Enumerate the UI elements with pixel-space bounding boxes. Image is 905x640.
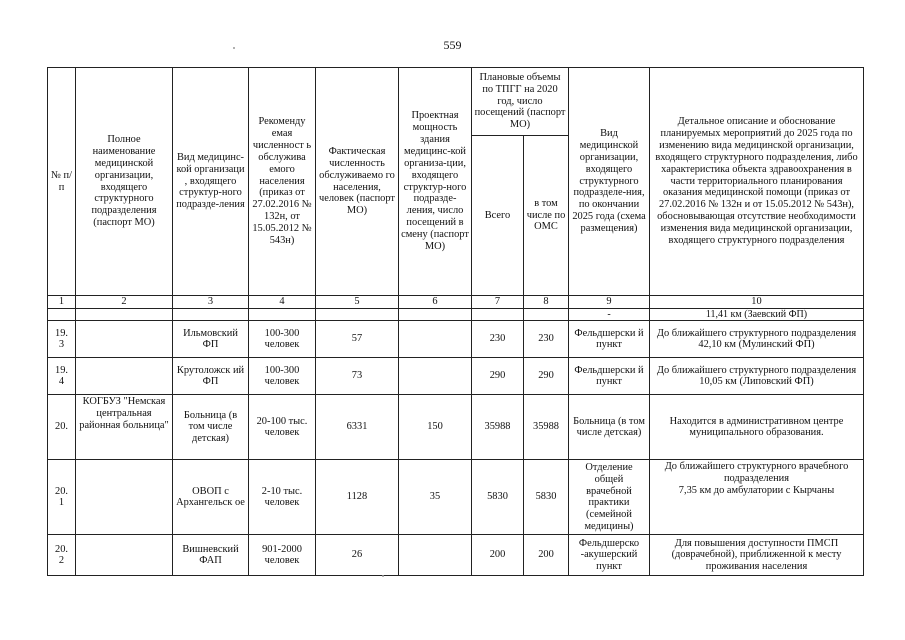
- row-capacity: [399, 535, 472, 576]
- column-number: 4: [249, 296, 316, 309]
- row-num: 20.: [48, 395, 76, 460]
- row-type-after: Фельдшерски й пункт: [569, 321, 650, 358]
- row-recommended: 20-100 тыс. человек: [249, 395, 316, 460]
- row-total: 35988: [472, 395, 524, 460]
- column-number: 1: [48, 296, 76, 309]
- row-oms: 5830: [524, 460, 569, 535]
- row-recommended: 100-300 человек: [249, 358, 316, 395]
- row-capacity: [399, 358, 472, 395]
- row-description: До ближайшего структурного подразделения 10,05 км (Липовский ФП): [650, 358, 864, 395]
- row-name: [76, 460, 173, 535]
- header-recommended: Рекоменду емая численност ь обслужива емого населения (приказ от 27.02.2016 № 132н, от 15.05.2012 № 543н): [249, 68, 316, 296]
- header-total: Всего: [472, 136, 524, 296]
- row-actual: 57: [316, 321, 399, 358]
- column-number: 5: [316, 296, 399, 309]
- page-number: 559: [443, 38, 462, 52]
- row-description: Для повышения доступности ПМСП (доврачебной), приближенной к месту проживания населения: [650, 535, 864, 576]
- continuation-row: [48, 308, 864, 321]
- row-total: 230: [472, 321, 524, 358]
- header-type: Вид медицинс-кой организаци , входящего структур-ного подразде-ления: [173, 68, 249, 296]
- row-type-after: Больница (в том числе детская): [569, 395, 650, 460]
- column-number: 10: [650, 296, 864, 309]
- row-total: 200: [472, 535, 524, 576]
- header-actual: Фактическая численность обслуживаемо го населения, человек (паспорт МО): [316, 68, 399, 296]
- row-name: КОГБУЗ "Немская центральная районная больница": [76, 395, 173, 460]
- row-capacity: 35: [399, 460, 472, 535]
- row-actual: 26: [316, 535, 399, 576]
- row-type-after: Отделение общей врачебной практики (семейной медицины): [569, 460, 650, 535]
- row-name: [76, 321, 173, 358]
- row-recommended: 100-300 человек: [249, 321, 316, 358]
- row-recommended: 2-10 тыс. человек: [249, 460, 316, 535]
- header-capacity: Проектная мощность здания медицинс-кой организа-ции, входящего структур-ного подразде-ления, число посещений в смену (паспорт МО): [399, 68, 472, 296]
- row-description: Находится в административном центре муниципального образования.: [650, 395, 864, 460]
- row-actual: 6331: [316, 395, 399, 460]
- row-name: [76, 535, 173, 576]
- row-description: До ближайшего структурного подразделения 42,10 км (Мулинский ФП): [650, 321, 864, 358]
- column-number: 8: [524, 296, 569, 309]
- row-total: 5830: [472, 460, 524, 535]
- row-type: Ильмовский ФП: [173, 321, 249, 358]
- row-type: Вишневский ФАП: [173, 535, 249, 576]
- row-oms: 290: [524, 358, 569, 395]
- row-capacity: 150: [399, 395, 472, 460]
- header-num: № п/п: [48, 68, 76, 296]
- table-row: [48, 535, 864, 576]
- row-description: До ближайшего структурного врачебного подразделения 7,35 км до амбулатории с Кырчаны: [650, 460, 864, 535]
- column-number: 2: [76, 296, 173, 309]
- row-actual: 73: [316, 358, 399, 395]
- header-description: Детальное описание и обоснование планируемых мероприятий до 2025 года по изменению вида медицинской организации, входящего структурного подразделения, либо характеристика объекта здравоохранения в части территориального планирования оказания медицинской помощи (приказ от 27.02.2016 № 132н и от 15.05.2012 № 543н), обосновывающая отсутствие необходимости изменения вида медицинской организации, входящего структурного подразделения: [650, 68, 864, 296]
- row-oms: 35988: [524, 395, 569, 460]
- row-oms: 230: [524, 321, 569, 358]
- row-type: Крутоложск ий ФП: [173, 358, 249, 395]
- continuation-type-after: -: [569, 308, 650, 321]
- row-capacity: [399, 321, 472, 358]
- row-type: Больница (в том числе детская): [173, 395, 249, 460]
- column-number: 7: [472, 296, 524, 309]
- continuation-description: 11,41 км (Заевский ФП): [650, 308, 864, 321]
- table-row: [48, 358, 864, 395]
- column-number: 9: [569, 296, 650, 309]
- column-numbers-row: [48, 296, 864, 309]
- medical-organizations-table: [47, 67, 864, 576]
- table-row: [48, 460, 864, 535]
- header-name: Полное наименование медицинской организации, входящего структурного подразделения (паспорт МО): [76, 68, 173, 296]
- row-type-after: Фельдшерско -акушерский пункт: [569, 535, 650, 576]
- scan-speck: [382, 575, 384, 577]
- column-number: 3: [173, 296, 249, 309]
- row-total: 290: [472, 358, 524, 395]
- row-actual: 1128: [316, 460, 399, 535]
- row-oms: 200: [524, 535, 569, 576]
- scan-speck: [233, 47, 235, 49]
- header-type-after: Вид медицинской организации, входящего структурного подразделе-ния, по окончании 2025 года (схема размещения): [569, 68, 650, 296]
- table-row: [48, 321, 864, 358]
- column-number: 6: [399, 296, 472, 309]
- row-type-after: Фельдшерски й пункт: [569, 358, 650, 395]
- header-volumes: Плановые объемы по ТПГГ на 2020 год, число посещений (паспорт МО): [472, 68, 569, 136]
- row-num: 19. 4: [48, 358, 76, 395]
- row-num: 20. 2: [48, 535, 76, 576]
- row-name: [76, 358, 173, 395]
- header-oms: в том числе по ОМС: [524, 136, 569, 296]
- row-type: ОВОП с Архангельск ое: [173, 460, 249, 535]
- row-recommended: 901-2000 человек: [249, 535, 316, 576]
- row-num: 19. 3: [48, 321, 76, 358]
- table-row: [48, 395, 864, 460]
- row-num: 20. 1: [48, 460, 76, 535]
